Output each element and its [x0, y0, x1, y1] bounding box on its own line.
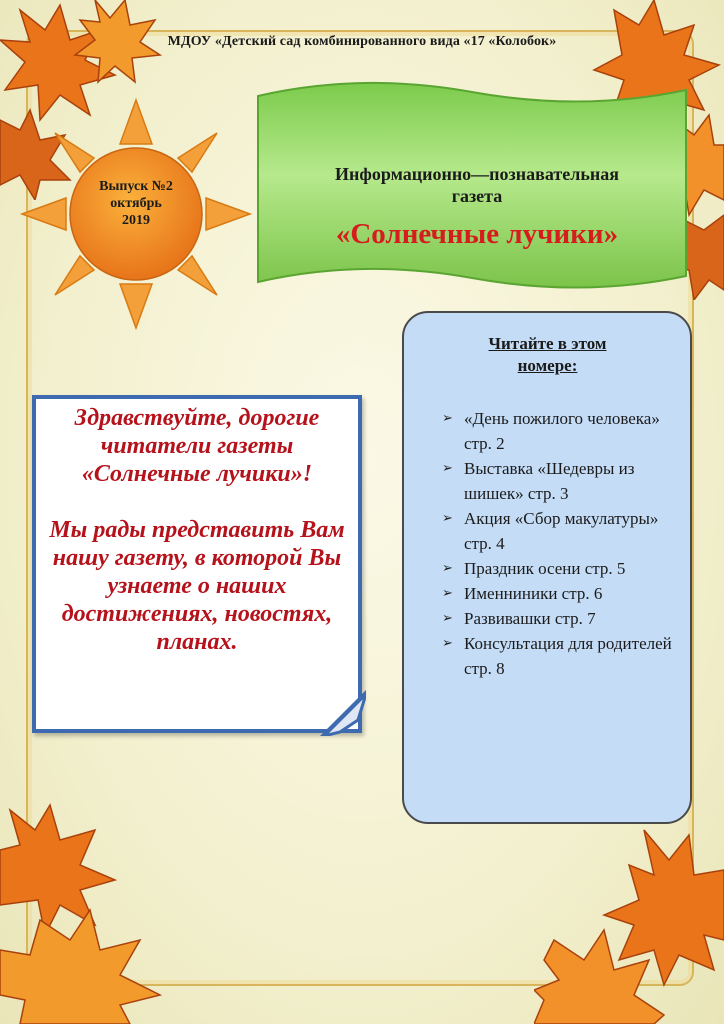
- list-item: ➢ «День пожилого человека» стр. 2: [440, 406, 685, 456]
- list-item: ➢ Именниники стр. 6: [440, 581, 685, 606]
- list-item: ➢ Выставка «Шедевры из шишек» стр. 3: [440, 456, 685, 506]
- arrow-bullet-icon: ➢: [442, 636, 453, 651]
- arrow-bullet-icon: ➢: [442, 461, 453, 476]
- page-curl-icon: [320, 690, 366, 736]
- contents-heading: Читайте в этом номере:: [488, 334, 607, 375]
- newspaper-type: Информационно—познавательная газета: [335, 164, 619, 206]
- newspaper-title: «Солнечные лучики»: [335, 218, 619, 250]
- organization-name: МДОУ «Детский сад комбинированного вида «17 «Колобок»: [167, 34, 557, 49]
- greeting-paragraph-1: Здравствуйте, дорогие читатели газеты «Солнечные лучики»!: [74, 405, 320, 487]
- list-item: ➢ Консультация для родителей стр. 8: [440, 631, 685, 681]
- issue-year: 2019: [122, 213, 150, 228]
- maple-leaves-bottom-left-icon: [0, 800, 170, 1024]
- list-item: ➢ Праздник осени стр. 5: [440, 556, 685, 581]
- issue-number: Выпуск №2: [99, 179, 173, 194]
- arrow-bullet-icon: ➢: [442, 511, 453, 526]
- list-item: ➢ Акция «Сбор макулатуры» стр. 4: [440, 506, 685, 556]
- arrow-bullet-icon: ➢: [442, 411, 453, 426]
- issue-month: октябрь: [110, 196, 162, 211]
- arrow-bullet-icon: ➢: [442, 586, 453, 601]
- greeting-paragraph-2: Мы рады представить Вам нашу газету, в которой Вы узнаете о наших достижениях, новостях, планах.: [49, 517, 345, 655]
- arrow-bullet-icon: ➢: [442, 561, 453, 576]
- list-item: ➢ Развивашки стр. 7: [440, 606, 685, 631]
- arrow-bullet-icon: ➢: [442, 611, 453, 626]
- issue-badge: [84, 178, 188, 229]
- maple-leaves-bottom-right-icon: [534, 820, 724, 1024]
- greeting-message: [38, 404, 356, 656]
- contents-list: [440, 406, 685, 681]
